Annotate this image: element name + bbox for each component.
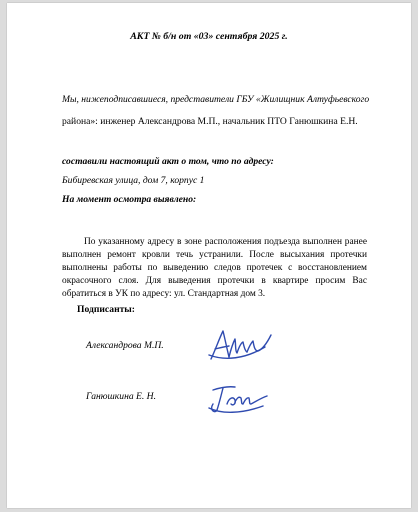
signature-1 bbox=[205, 325, 275, 365]
statement-line: составили настоящий акт о том, что по адресу: bbox=[62, 156, 274, 167]
address-line: Бибиревская улица, дом 7, корпус 1 bbox=[62, 175, 205, 186]
findings-paragraph bbox=[62, 236, 367, 301]
inspection-heading: На момент осмотра выявлено: bbox=[62, 194, 197, 205]
signature-2 bbox=[205, 380, 275, 416]
findings-text: По указанному адресу в зоне расположения подъезда выполнен ранее выполнен ремонт кровли течь устранили. После высыхания протечки выполнены работы по выведению следов протечек с восстановлением окрасочного слоя. Для выведения протечки в квартире просим Вас обратиться в УК по адресу: ул. Стандартная дом 3. bbox=[62, 237, 367, 299]
signatories-heading: Подписанты: bbox=[77, 304, 135, 315]
signatory-1-name: Александрова М.П. bbox=[86, 340, 164, 351]
intro-line-2: района»: инженер Александрова М.П., начальник ПТО Ганюшкина Е.Н. bbox=[62, 116, 358, 127]
signatory-2-name: Ганюшкина Е. Н. bbox=[86, 391, 157, 402]
document-page bbox=[7, 3, 411, 508]
document-title: АКТ № б/н от «03» сентября 2025 г. bbox=[130, 31, 288, 42]
intro-line-1: Мы, нижеподписавшиеся, представители ГБУ «Жилищник Алтуфьевского bbox=[62, 94, 370, 105]
